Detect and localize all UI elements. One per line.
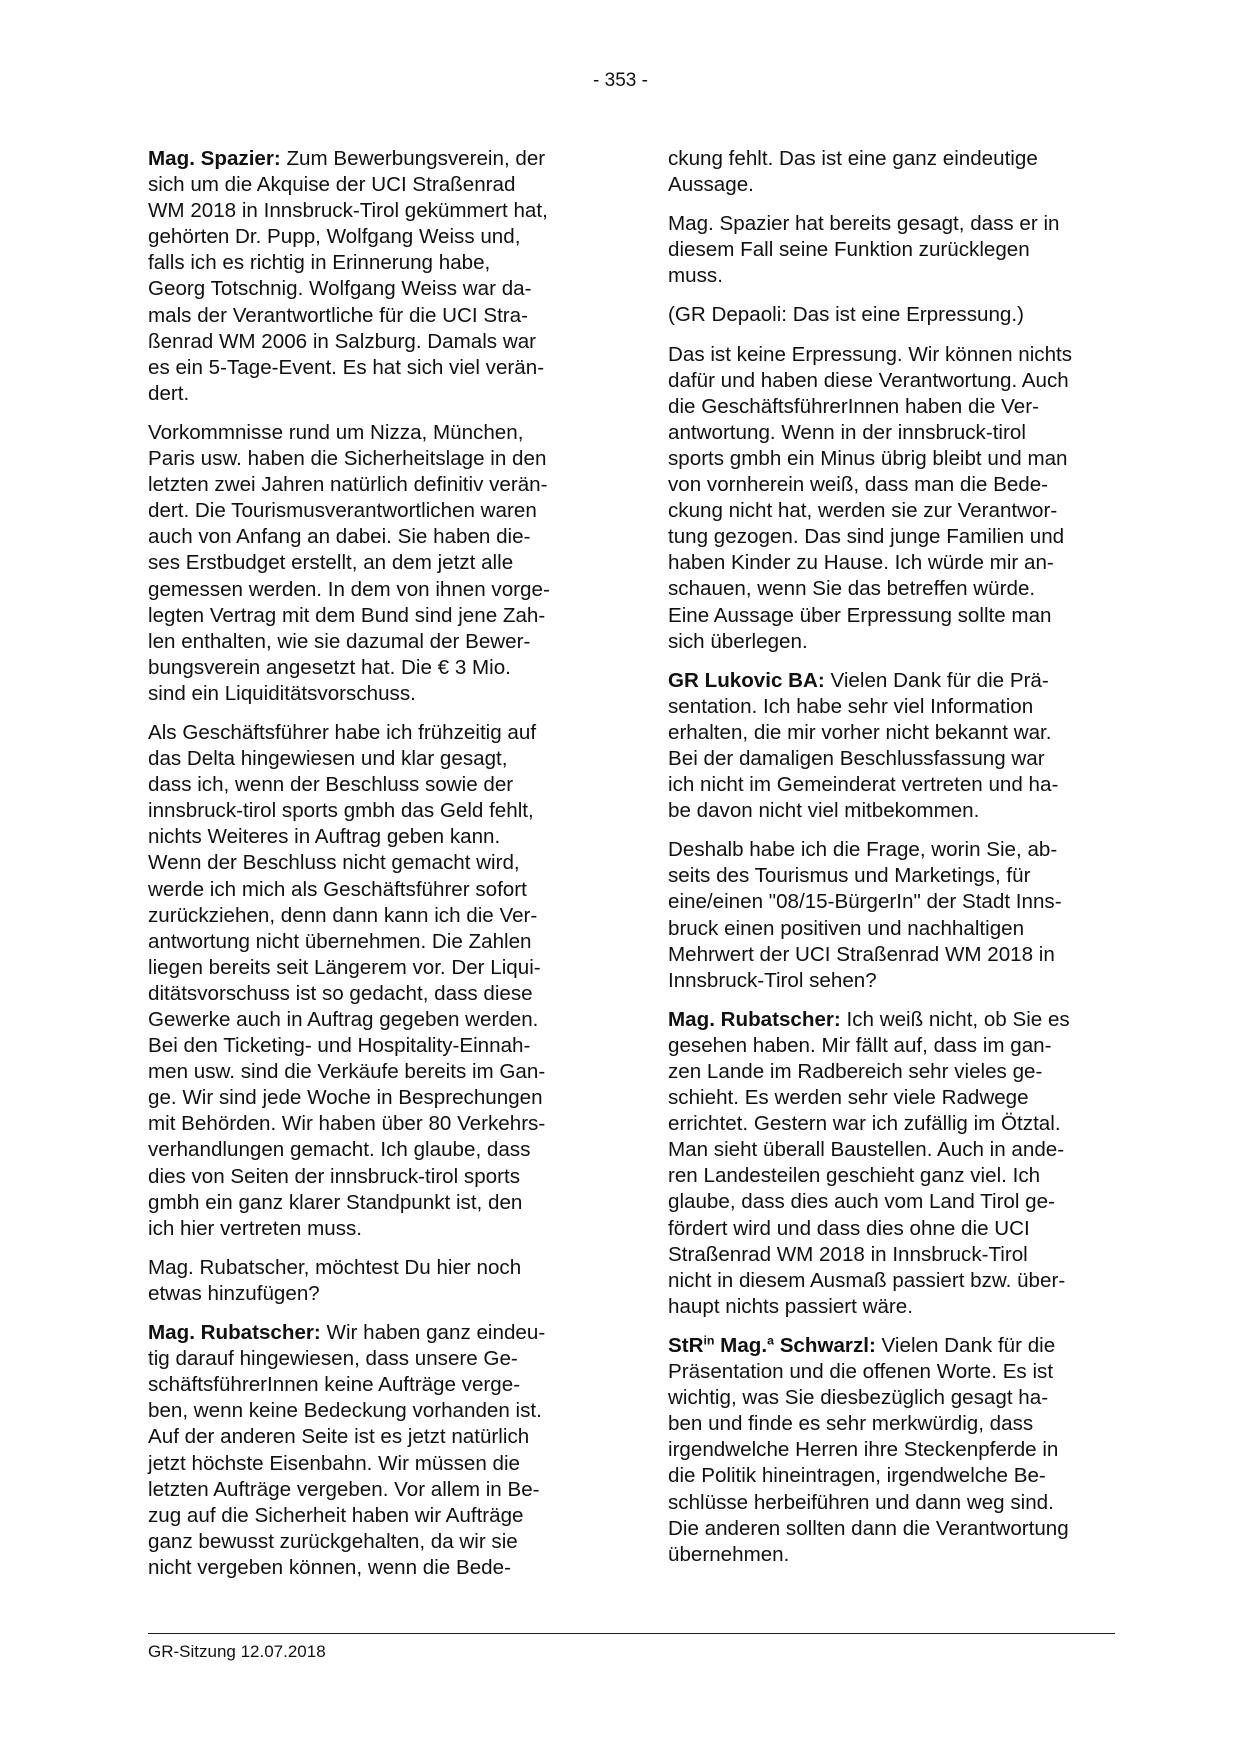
paragraph-continuation: ckung fehlt. Das ist eine ganz eindeutige Aussage. (668, 147, 1038, 197)
right-column (668, 146, 1130, 1581)
speaker-name: StR$^{in}$ Mag.$^a$ Schwarzl: (668, 1333, 876, 1357)
paragraph-lukovic-question: Deshalb habe ich die Frage, worin Sie, ab- seits des Tourismus und Marketings, für eine/einen "08/15-BürgerIn" der Stadt Inns- bruck einen positiven und nachhaltigen Mehrwert der UCI Straßenrad WM 2018 in Innsbruck-Tirol sehen? (668, 838, 1062, 992)
paragraph-rubatscher-statement: Mag. Rubatscher: Wir haben ganz eindeu- tig darauf hingewiesen, dass unsere Ge- schäftsführerInnen keine Aufträge verge- ben, wenn keine Bedeckung vorhanden ist. Auf der anderen Seite ist es jetzt natürlich jetzt höchste Eisenbahn. Wir müssen die letzten Aufträge vergeben. Vor allem in Be- zug auf die Sicherheit haben wir Aufträge ganz bewusst zurückgehalten, da wir sie nicht vergeben können, wenn die Bede- (148, 1321, 546, 1579)
speaker-name: Mag. Rubatscher: (668, 1007, 841, 1031)
paragraph-security-situation: Vorkommnisse rund um Nizza, München, Paris usw. haben die Sicherheitslage in den letzten zwei Jahren natürlich definitiv verän- dert. Die Tourismusverantwortlichen waren auch von Anfang an dabei. Sie haben die- ses Erstbudget erstellt, an dem jetzt alle gemessen werden. In dem von ihnen vorge- legten Vertrag mit dem Bund sind jene Zah- len enthalten, wie sie dazumal der Bewer- bungsverein angesetzt hat. Die € 3 Mio. sind ein Liquiditätsvorschuss. (148, 420, 550, 705)
paragraph-question-rubatscher: Mag. Rubatscher, möchtest Du hier noch etwas hinzufügen? (148, 1255, 522, 1305)
paragraph-spazier-function: Mag. Spazier hat bereits gesagt, dass er in diesem Fall seine Funktion zurücklegen muss. (668, 212, 1060, 288)
speaker-name: Mag. Spazier: (148, 147, 281, 170)
paragraph-rubatscher-answer: Mag. Rubatscher: Ich weiß nicht, ob Sie es gesehen haben. Mir fällt auf, dass im gan- zen Lande im Radbereich sehr vieles ge- schieht. Es werden sehr viele Radwege errichtet. Gestern war ich zufällig im Ötztal. Man sieht überall Baustellen. Auch in ande- ren Landesteilen geschieht ganz viel. Ich glaube, dass dies auch vom Land Tirol ge- fördert wird und dass dies ohne die UCI Straßenrad WM 2018 in Innsbruck-Tirol nicht in diesem Ausmaß passiert bzw. über- haupt nichts passiert wäre. (668, 1007, 1070, 1318)
footer-divider (148, 1633, 1115, 1634)
paragraph-spazier-statement: Mag. Spazier: Zum Bewerbungsverein, der sich um die Akquise der UCI Straßenrad WM 2018 in Innsbruck-Tirol gekümmert hat, gehörten Dr. Pupp, Wolfgang Weiss und, falls ich es richtig in Erinnerung habe, Georg Totschnig. Wolfgang Weiss war da- mals der Verantwortliche für die UCI Stra- ßenrad WM 2006 in Salzburg. Damals war es ein 5-Tage-Event. Es hat sich viel verän- dert. (148, 147, 548, 405)
paragraph-interjection: (GR Depaoli: Das ist eine Erpressung.) (668, 303, 1024, 327)
footer-session-date: GR-Sitzung 12.07.2018 (148, 1642, 326, 1661)
page-number: - 353 - (593, 70, 648, 91)
paragraph-lukovic-statement: GR Lukovic BA: Vielen Dank für die Prä- sentation. Ich habe sehr viel Information erhalten, die mir vorher nicht bekannt war. Bei der damaligen Beschlussfassung war ich nicht im Gemeinderat vertreten und ha- be davon nicht viel mitbekommen. (668, 668, 1059, 823)
paragraph-no-extortion: Das ist keine Erpressung. Wir können nichts dafür und haben diese Verantwortung. Auch die GeschäftsführerInnen haben die Ver- antwortung. Wenn in der innsbruck-tirol sports gmbh ein Minus übrig bleibt und man von vornherein weiß, dass man die Bede- ckung nicht hat, werden sie zur Verantwor- tung gezogen. Das sind junge Familien und haben Kinder zu Hause. Ich würde mir an- schauen, wenn Sie das betreffen würde. Eine Aussage über Erpressung sollte man sich überlegen. (668, 342, 1073, 653)
paragraph-schwarzl-statement: StR$^{in}$ Mag.$^a$ Schwarzl: Vielen Dank für die Präsentation und die offenen Worte. Es ist wichtig, was Sie diesbezüglich gesagt ha- ben und finde es sehr merkwürdig, dass irgendwelche Herren ihre Steckenpferde in die Politik hineintragen, irgendwelche Be- schlüsse herbeiführen und dann weg sind. Die anderen sollten dann die Verantwortung übernehmen. (668, 1333, 1069, 1566)
speaker-name: GR Lukovic BA: (668, 668, 825, 692)
left-column (148, 146, 610, 1594)
paragraph-managing-director: Als Geschäftsführer habe ich frühzeitig auf das Delta hingewiesen und klar gesagt, dass ich, wenn der Beschluss sowie der innsbruck-tirol sports gmbh das Geld fehlt, nichts Weiteres in Auftrag geben kann. Wenn der Beschluss nicht gemacht wird, werde ich mich als Geschäftsführer sofort zurückziehen, denn dann kann ich die Ver- antwortung nicht übernehmen. Die Zahlen liegen bereits seit Längerem vor. Der Liqui- ditätsvorschuss ist so gedacht, dass diese Gewerke auch in Auftrag gegeben werden. Bei den Ticketing- und Hospitality-Einnah- men usw. sind die Verkäufe bereits im Gan- ge. Wir sind jede Woche in Besprechungen mit Behörden. Wir haben über 80 Verkehrs- verhandlungen gemacht. Ich glaube, dass dies von Seiten der innsbruck-tirol sports gmbh ein ganz klarer Standpunkt ist, den ich hier vertreten muss. (148, 720, 546, 1240)
speaker-name: Mag. Rubatscher: (148, 1321, 321, 1345)
